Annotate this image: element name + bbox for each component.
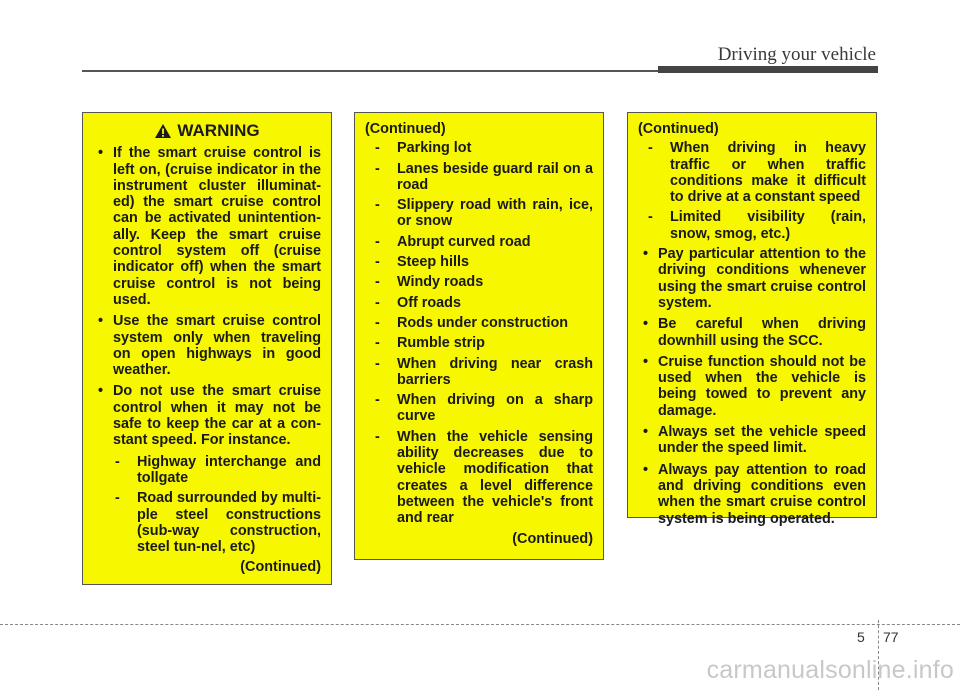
list-item: • Always pay attention to road and driving conditions even when the smart cruise control system is being operated. [643, 461, 866, 527]
sub-list-item: - Steep hills [375, 254, 469, 271]
sub-list-item: - Rods under construction [375, 314, 569, 331]
sub-list-item: - Highway interchange and tollgate [115, 453, 321, 486]
list-item: • Use the smart cruise control system only when traveling on open highways in good weather. [98, 313, 321, 379]
sub-list-item: - Limited visibility (rain, snow, smog, etc.) [648, 209, 866, 242]
continued-label: (Continued) [512, 530, 593, 547]
sub-list-item: - Off roads [375, 294, 461, 311]
page-number: 77 [883, 629, 899, 645]
footer-rule [0, 624, 960, 625]
sub-list-item: - When the vehicle sensing ability decreases due to vehicle modification that creates a level difference between the vehicle's front and rear [375, 428, 593, 527]
chapter-number: 5 [857, 629, 865, 645]
continued-label: (Continued) [365, 121, 446, 137]
sub-list-item: - Slippery road with rain, ice, or snow [375, 197, 593, 230]
header-rule [82, 70, 658, 72]
sub-list-item: - When driving near crash barriers [375, 355, 593, 388]
sub-list-item: - When driving in heavy traffic or when traffic conditions make it difficult to drive at a constant speed [648, 140, 866, 206]
header-bar [658, 66, 878, 73]
list-item: • If the smart cruise control is left on, (cruise indicator in the instrument cluster illuminat-ed) the smart cruise control can be activated unintention-ally. Keep the smart cruise control system off (cruise indicator off) when the smart cruise control is not being used. [98, 145, 321, 308]
header-title: Driving your vehicle [717, 44, 876, 65]
sub-list-item: - Windy roads [375, 274, 484, 291]
list-item: • Cruise function should not be used when the vehicle is being towed to prevent any damage. [643, 353, 866, 419]
list-item: • Always set the vehicle speed under the speed limit. [643, 424, 866, 457]
sub-list-item: - Abrupt curved road [375, 233, 531, 250]
continued-box [354, 112, 604, 560]
warning-heading [93, 123, 321, 139]
sub-list-item: - Lanes beside guard rail on a road [375, 160, 593, 193]
sub-list-item: - Rumble strip [375, 335, 485, 352]
sub-list-item: - Parking lot [375, 140, 472, 157]
watermark: carmanualsonline.info [706, 656, 954, 684]
list-item: • Do not use the smart cruise control when it may not be safe to keep the car at a con-stant speed. For instance. [98, 383, 321, 449]
list-item: • Be careful when driving downhill using the SCC. [643, 316, 866, 349]
list-item: • Pay particular attention to the driving conditions whenever using the smart cruise control system. [643, 246, 866, 311]
continued-label: (Continued) [638, 121, 719, 137]
warning-box [82, 112, 332, 585]
continued-box [627, 112, 877, 527]
sub-list-item: - Road surrounded by multi-ple steel constructions (sub-way construction, steel tun-nel, etc) [115, 490, 321, 556]
warning-triangle-icon [154, 123, 172, 139]
warning-label: WARNING [177, 121, 260, 140]
sub-list-item: - When driving on a sharp curve [375, 392, 593, 425]
continued-label: (Continued) [240, 559, 321, 576]
